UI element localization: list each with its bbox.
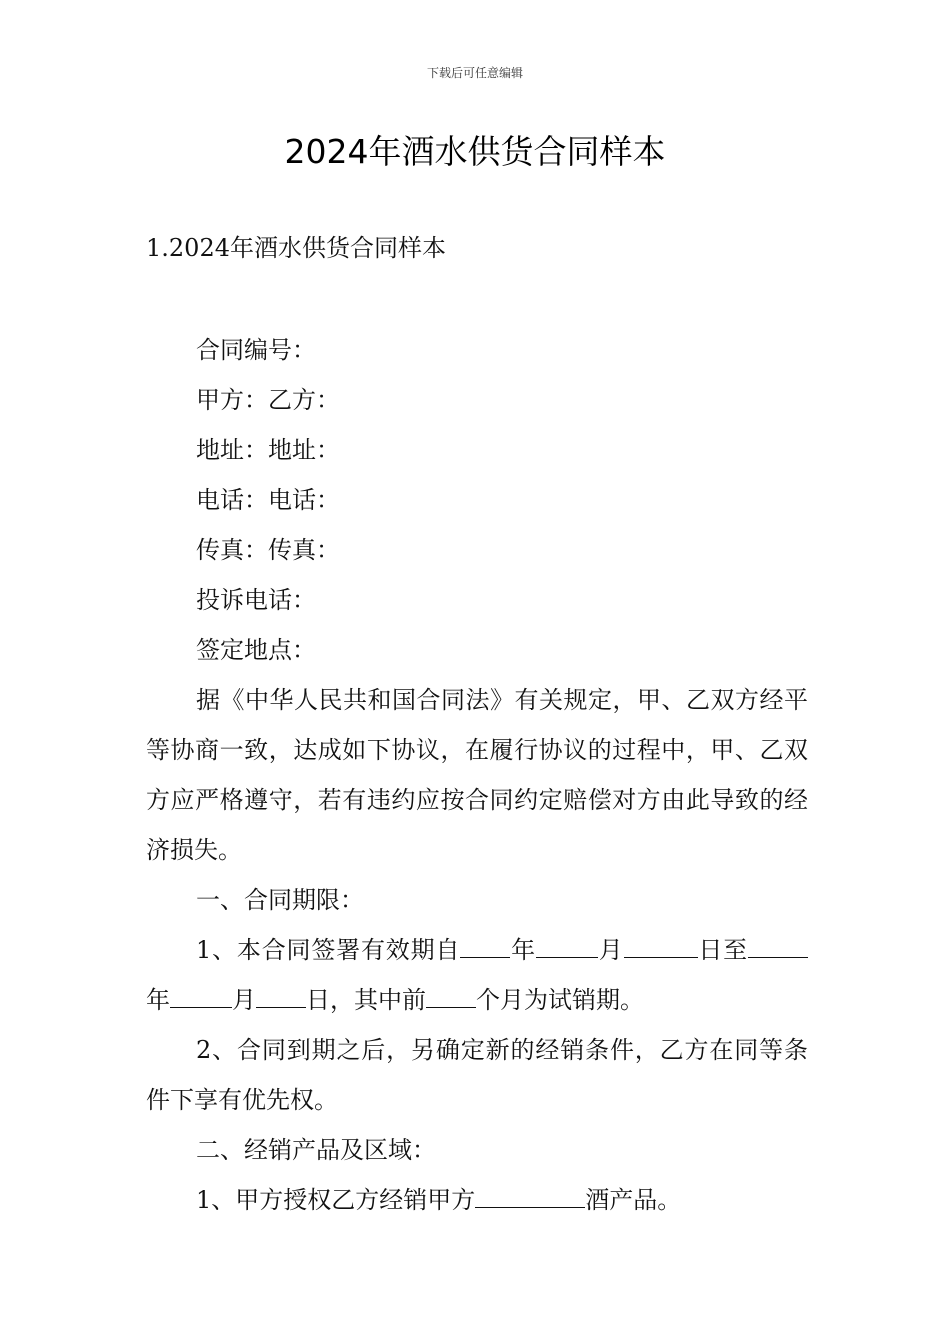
blank-product-name (475, 1177, 585, 1208)
address-field: 地址：地址： (196, 436, 340, 464)
clause-text: 年 (510, 936, 536, 964)
contract-number-field: 合同编号： (196, 336, 316, 364)
blank-end-month (170, 977, 232, 1008)
contract-body (146, 325, 808, 1225)
section-heading: 1.2024年酒水供货合同样本 (146, 234, 446, 262)
term-clause-2: 2、合同到期之后，另确定新的经销条件，乙方在同等条件下享有优先权。 (146, 1036, 808, 1114)
blank-start-year (460, 927, 510, 958)
section-2-heading: 二、经销产品及区域： (196, 1136, 436, 1164)
section-1-heading: 一、合同期限： (196, 886, 364, 914)
clause-text: 个月为试销期。 (476, 986, 644, 1014)
phone-field: 电话：电话： (196, 486, 340, 514)
clause-text: 年 (146, 986, 170, 1014)
complaint-phone-field: 投诉电话： (196, 586, 316, 614)
clause-text: 酒产品。 (585, 1186, 682, 1214)
clause-text: 日至 (697, 936, 748, 964)
clause-text: 日，其中前 (306, 986, 426, 1014)
document-title: 2024年酒水供货合同样本 (284, 132, 666, 171)
product-clause-1 (146, 1175, 808, 1225)
clause-text: 月 (597, 936, 624, 964)
clause-text: 月 (232, 986, 256, 1014)
blank-end-day (256, 977, 306, 1008)
fax-field: 传真：传真： (196, 536, 340, 564)
party-field: 甲方：乙方： (196, 386, 340, 414)
blank-start-day (624, 927, 698, 958)
blank-start-month (536, 927, 598, 958)
header-note: 下载后可任意编辑 (426, 66, 523, 80)
term-clause-1 (146, 925, 808, 1025)
clause-text: 1、甲方授权乙方经销甲方 (196, 1186, 476, 1214)
signing-place-field: 签定地点： (196, 636, 316, 664)
blank-trial-months (426, 977, 476, 1008)
intro-paragraph: 据《中华人民共和国合同法》有关规定，甲、乙双方经平等协商一致，达成如下协议，在履行协议的过程中，甲、乙双方应严格遵守，若有违约应按合同约定赔偿对方由此导致的经济损失。 (146, 686, 808, 864)
blank-end-year (748, 927, 808, 958)
clause-text: 1、本合同签署有效期自 (196, 936, 461, 964)
